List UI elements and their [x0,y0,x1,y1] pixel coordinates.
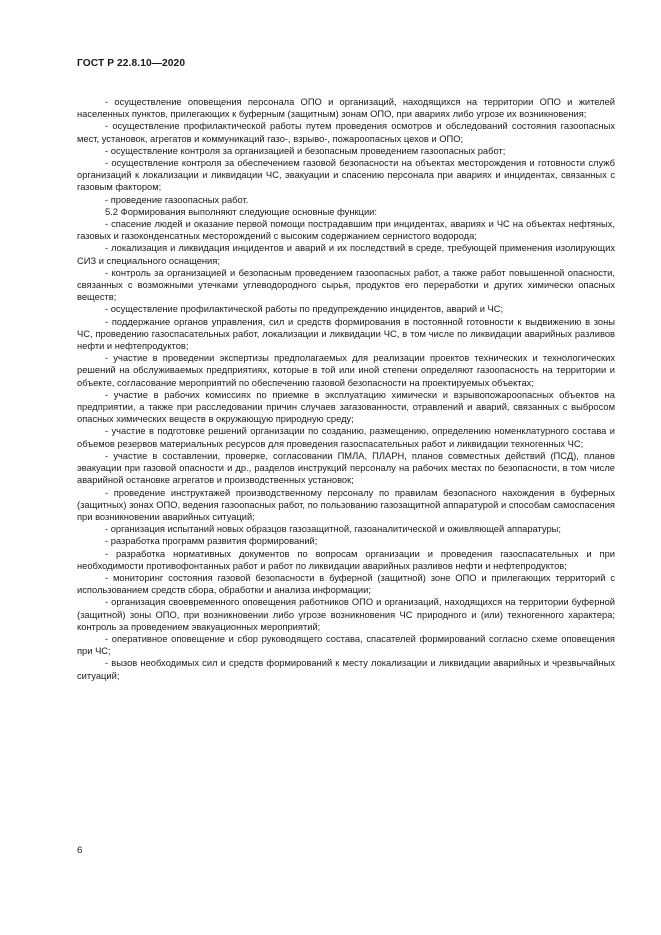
document-body [77,96,615,682]
paragraph: - разработка нормативных документов по вопросам организации и проведения газоспасательных и при необходимости противофонтанных работ и работ по ликвидации аварийных разливов нефти и нефтепродуктов; [77,548,615,571]
paragraph: - осуществление контроля за организацией и безопасным проведением газоопасных работ; [105,145,506,156]
paragraph: - осуществление оповещения персонала ОПО и организаций, находящихся на территории ОПО и жителей населенных пунктов, прилегающих к буферным (защитным) зонам ОПО, при авариях либо угрозе их возникновения; [77,97,615,120]
paragraph: - организация своевременного оповещения работников ОПО и организаций, находящихся на территории буферной (защитной) зоны ОПО, при возникновении либо угрозе возникновения ЧС природного и (или) техногенного характера; контроль за проведением эвакуационных мероприятий; [77,597,615,632]
page-number: 6 [77,845,83,856]
paragraph: - оперативное оповещение и сбор руководящего состава, спасателей формирований согласно схеме оповещения при ЧС; [77,633,615,657]
paragraph: - осуществление профилактической работы по предупреждению инцидентов, аварий и ЧС; [105,304,504,315]
paragraph: - спасение людей и оказание первой помощи пострадавшим при инцидентах, авариях и ЧС на объектах нефтяных, газовых и газоконденсатных месторождений с высоким содержанием сернистого водорода; [77,219,615,242]
paragraph: - контроль за организацией и безопасным проведением газоопасных работ, а также работ повышенной опасности, связанных с возможными утечками углеводородного сырья, продуктов его переработки и других химически опасных веществ; [77,267,615,303]
paragraph: - участие в рабочих комиссиях по приемке в эксплуатацию химически и взрывопожароопасных объектов на предприятии, а также при расследовании причин случаев загазованности, отравлений и аварий, связанных с выбросом опасных химических веществ в окружающую природную среду; [77,389,615,425]
paragraph: - проведение инструктажей производственному персоналу по правилам безопасного нахождения в буферных (защитных) зонах ОПО, ведения газоопасных работ, по пользованию газозащитной аппаратурой и способам самоспасения при возникновении аварийных ситуаций; [77,487,615,522]
paragraph: - мониторинг состояния газовой безопасности в буферной (защитной) зоне ОПО и прилегающих территорий с использованием средств сбора, обработки и анализа информации; [77,572,615,596]
paragraph: - участие в подготовке решений организации по созданию, размещению, определению номенклатурного состава и объемов резервов материальных ресурсов для проведения газоспасательных работ и ликвидации техногенных ЧС; [77,426,615,449]
paragraph: - осуществление контроля за обеспечением газовой безопасности на объектах месторождения и готовности служб организаций к локализации и ликвидации ЧС, эвакуации и спасению персонала при авариях и инцидентах, связанных с газовым фактором; [77,158,615,193]
paragraph: - участие в проведении экспертизы предполагаемых для реализации проектов технических и технологических решений на обслуживаемых предприятиях, которые в той или иной степени определяют газоопасность на территории и объекте, согласование мероприятий по обеспечению газовой безопасности на проектируемых объектах; [77,353,615,388]
paragraph: - поддержание органов управления, сил и средств формирования в постоянной готовности к выдвижению в зоны ЧС, проведению газоспасательных работ, локализации и ликвидации ЧС, в том числе по ликвидации аварийных разливов нефти и нефтепродуктов; [77,316,615,352]
section-paragraph: 5.2 Формирования выполняют следующие основные функции: [105,206,377,217]
paragraph: - разработка программ развития формирований; [105,536,318,547]
paragraph: - участие в составлении, проверке, согласовании ПМЛА, ПЛАРН, планов совместных действий (ПСД), планов эвакуации при газовой опасности и др., разделов инструкций персоналу на рабочих местах по безопасности, в том числе аварийной остановке агрегатов и производственных установок; [77,450,615,486]
document-header: ГОСТ Р 22.8.10—2020 [77,58,186,69]
paragraph: - осуществление профилактической работы путем проведения осмотров и обследований состояния газоопасных мест, установок, агрегатов и коммуникаций газо-, взрыво-, пожароопасных цехов и ОПО; [77,121,615,144]
paragraph: - организация испытаний новых образцов газозащитной, газоаналитической и оживляющей аппаратуры; [105,524,561,535]
paragraph: - проведение газоопасных работ. [105,194,249,205]
paragraph: - вызов необходимых сил и средств формирований к месту локализации и ликвидации аварийных и чрезвычайных ситуаций; [77,658,615,681]
paragraph: - локализация и ликвидация инцидентов и аварий и их последствий в среде, требующей применения изолирующих СИЗ и специального оснащения; [77,243,615,266]
